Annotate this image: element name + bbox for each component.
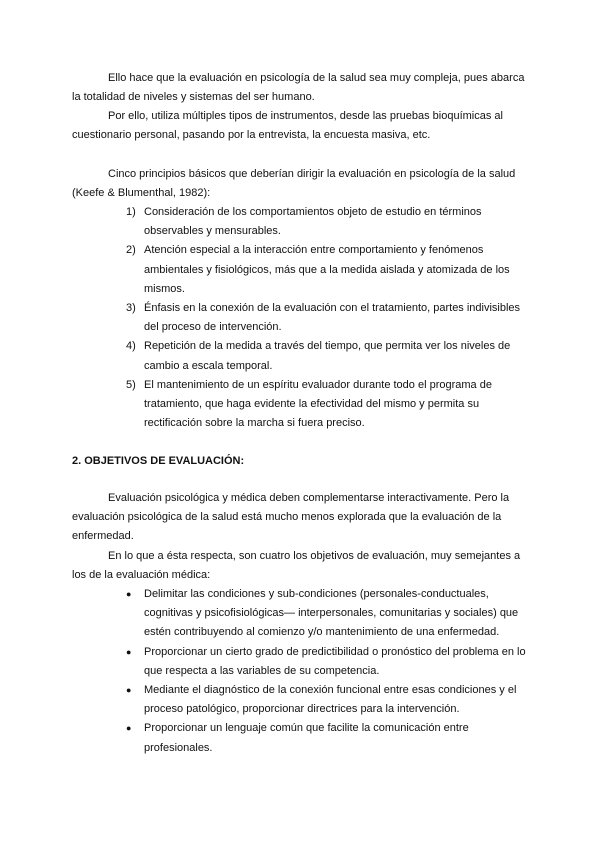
bullet-icon: ● — [126, 589, 132, 599]
paragraph-instruments: Por ello, utiliza múltiples tipos de instrumentos, desde las pruebas bioquímicas al cuestionario personal, pasando por la entrevista, la encuesta masiva, etc. — [72, 110, 503, 142]
bullet-icon: ● — [126, 685, 132, 696]
list-item-text: Mediante el diagnóstico de la conexión funcional entre esas condiciones y el proceso patológico, proporcionar directrices para la intervención. — [144, 684, 517, 716]
list-item-text: Atención especial a la interacción entre comportamiento y fenómenos ambientales y fisiológicos, más que a la medida aislada y atomizada de los mismos. — [144, 244, 510, 295]
list-item-text: Consideración de los comportamientos objeto de estudio en términos observables y mensurables. — [144, 206, 482, 238]
paragraph-principles-intro: Cinco principios básicos que deberían dirigir la evaluación en psicología de la salud (Keefe & Blumenthal, 1982): — [72, 168, 516, 200]
list-item — [120, 585, 528, 643]
bullet-icon: ● — [126, 646, 132, 657]
objectives-list — [120, 585, 528, 758]
paragraph-complexity: Ello hace que la evaluación en psicología de la salud sea muy compleja, pues abarca la totalidad de niveles y sistemas del ser humano. — [72, 72, 525, 104]
paragraph-complement: Evaluación psicológica y médica deben complementarse interactivamente. Pero la evaluación psicológica de la salud está mucho menos explorada que la evaluación de la enfermedad. — [72, 492, 510, 543]
section-heading: 2. OBJETIVOS DE EVALUACIÓN: — [72, 455, 245, 467]
list-item-text: Delimitar las condiciones y sub-condiciones (personales-conductuales, cognitivas y psicofisiológicas— interpersonales, comunitarias y sociales) que estén contribuyendo al comienzo y/o mantenimiento de una enfermedad. — [144, 588, 519, 639]
list-number: 1) — [126, 206, 136, 218]
list-item — [120, 299, 528, 337]
list-item-text: Proporcionar un cierto grado de predictibilidad o pronóstico del problema en lo que respecta a las variables de su competencia. — [144, 645, 526, 677]
list-item — [120, 719, 528, 757]
list-number: 5) — [126, 378, 136, 391]
list-item-text: Énfasis en la conexión de la evaluación con el tratamiento, partes indivisibles del proceso de intervención. — [144, 302, 521, 334]
list-item — [120, 337, 528, 375]
list-item — [120, 376, 528, 434]
bullet-icon: ● — [126, 723, 132, 734]
list-number: 2) — [126, 244, 136, 257]
list-item — [120, 643, 528, 681]
list-item-text: Repetición de la medida a través del tiempo, que permita ver los niveles de cambio a escala temporal. — [144, 340, 511, 372]
list-number: 3) — [126, 302, 136, 315]
list-number: 4) — [126, 340, 136, 353]
list-item — [120, 203, 528, 241]
list-item — [120, 241, 528, 299]
list-item-text: El mantenimiento de un espíritu evaluador durante todo el programa de tratamiento, que haga evidente la efectividad del mismo y permita su rectificación sobre la marcha si fuera preciso. — [144, 378, 492, 430]
principles-list — [120, 203, 528, 433]
list-item-text: Proporcionar un lenguaje común que facilite la comunicación entre profesionales. — [144, 722, 469, 754]
list-item — [120, 681, 528, 719]
paragraph-objectives-intro: En lo que a ésta respecta, son cuatro los objetivos de evaluación, muy semejantes a los de la evaluación médica: — [72, 550, 521, 582]
